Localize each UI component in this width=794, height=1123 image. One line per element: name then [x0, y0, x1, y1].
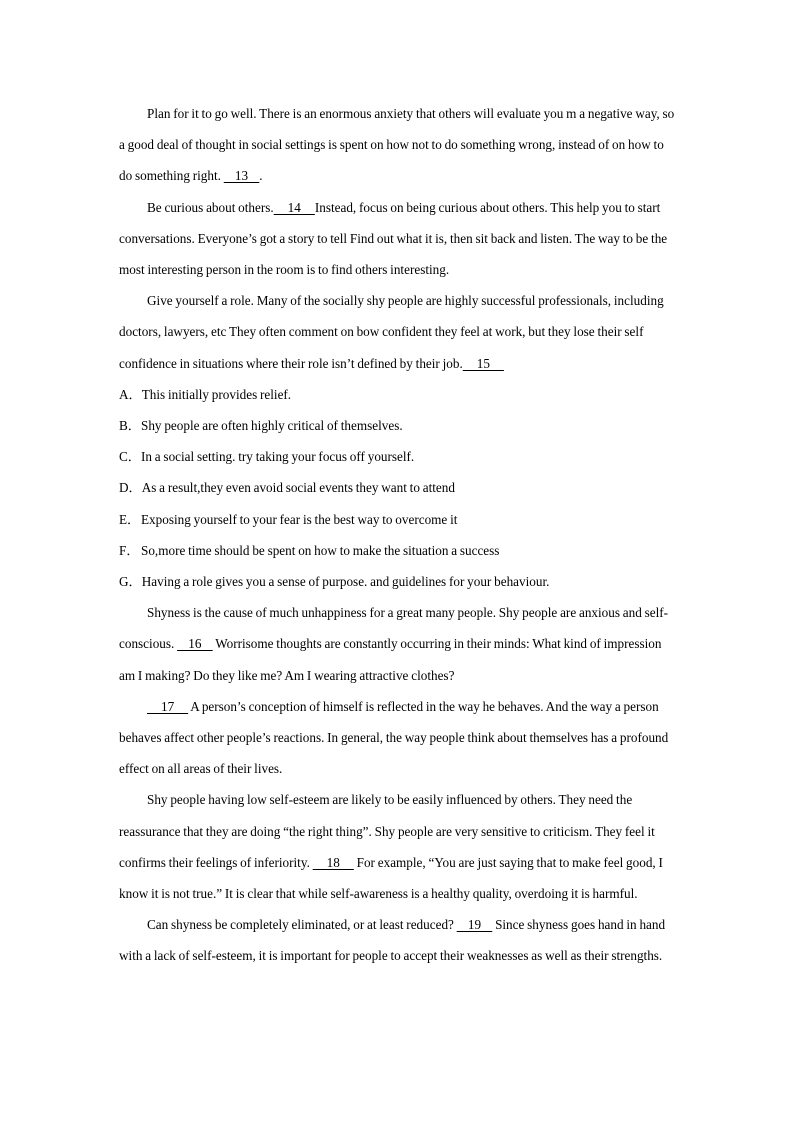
paragraph-low-self-esteem: [119, 784, 675, 909]
paragraph-shyness-cause: [119, 597, 675, 691]
option-letter: C．: [119, 449, 141, 465]
answer-blank-16[interactable]: 16: [177, 636, 213, 652]
paragraph-be-curious: [119, 192, 675, 286]
answer-blank-17[interactable]: 17: [147, 698, 189, 714]
option-letter: B．: [119, 418, 141, 434]
option-text: Shy people are often highly critical of themselves.: [141, 418, 403, 434]
option-letter: A．: [119, 386, 142, 402]
option-letter: E．: [119, 511, 141, 527]
paragraph-give-yourself-a-role: [119, 285, 675, 379]
option-text: In a social setting. try taking your focus off yourself.: [141, 449, 415, 465]
paragraph-text: Can shyness be completely eliminated, or at least reduced?: [147, 917, 457, 933]
paragraph-plan-for-it: [119, 98, 675, 192]
answer-blank-14[interactable]: 14: [273, 199, 315, 215]
option-d: [119, 472, 675, 503]
option-c: [119, 441, 675, 472]
paragraph-text: Instead, focus on being curious about others. This help you to start conversations. Everyone’s got a story to tell Find out what it is, then sit back and listen. The way to be the most interesting person in the room is to find others interesting.: [119, 199, 668, 278]
option-text: Exposing yourself to your fear is the best way to overcome it: [141, 511, 458, 527]
option-g: [119, 566, 675, 597]
paragraph-text: A person’s conception of himself is reflected in the way he behaves. And the way a person behaves affect other people’s reactions. In general, the way people think about themselves has a profound effect on all areas of their lives.: [119, 698, 669, 777]
answer-blank-13[interactable]: 13: [223, 168, 260, 184]
option-text: Having a role gives you a sense of purpose. and guidelines for your behaviour.: [141, 574, 550, 590]
option-letter: G．: [119, 574, 142, 590]
option-a: [119, 379, 675, 410]
paragraph-text: Worrisome thoughts are constantly occurring in their minds: What kind of impression am I making? Do they like me? Am I wearing attractive clothes?: [119, 636, 662, 683]
answer-blank-15[interactable]: 15: [462, 355, 504, 371]
paragraph-self-conception: [119, 691, 675, 785]
option-letter: D．: [119, 480, 142, 496]
option-letter: F．: [119, 542, 140, 558]
paragraph-text: Be curious about others.: [147, 199, 274, 215]
option-f: [119, 535, 675, 566]
answer-blank-18[interactable]: 18: [312, 854, 354, 870]
paragraph-text: Give yourself a role. Many of the socially shy people are highly successful professionals, including doctors, lawyers, etc They often comment on bow confident they feel at work, but they lose their self confidence in situations where their role isn’t defined by their job.: [119, 293, 664, 371]
option-text: As a result,they even avoid social events they want to attend: [141, 480, 455, 496]
paragraph-text: For example, “You are just saying that to make feel good, I know it is not true.” It is clear that while self-awareness is a healthy quality, overdoing it is harmful.: [119, 854, 663, 902]
paragraph-text: Since shyness goes hand in hand with a lack of self-esteem, it is important for people to accept their weaknesses as well as their strengths.: [119, 917, 666, 964]
option-b: [119, 410, 675, 441]
paragraph-text: Shyness is the cause of much unhappiness for a great many people. Shy people are anxious and self-conscious.: [119, 605, 669, 652]
reading-passage: [119, 98, 675, 972]
paragraph-text: Plan for it to go well. There is an enormous anxiety that others will evaluate you m a negative way, so a good deal of thought in social settings is spent on how not to do something wrong, instead of on how to do something right.: [119, 106, 675, 184]
option-text: So,more time should be spent on how to make the situation a success: [141, 542, 500, 558]
paragraph-text: Shy people having low self-esteem are likely to be easily influenced by others. They need the reassurance that they are doing “the right thing”. Shy people are very sensitive to criticism. They feel it confirms their feelings of inferiority.: [119, 792, 655, 870]
option-e: [119, 504, 675, 535]
answer-blank-19[interactable]: 19: [456, 917, 493, 933]
options-list: [119, 379, 675, 597]
paragraph-text: .: [259, 168, 263, 184]
option-text: This initially provides relief.: [141, 386, 292, 402]
paragraph-can-shyness-be-eliminated: [119, 909, 675, 971]
